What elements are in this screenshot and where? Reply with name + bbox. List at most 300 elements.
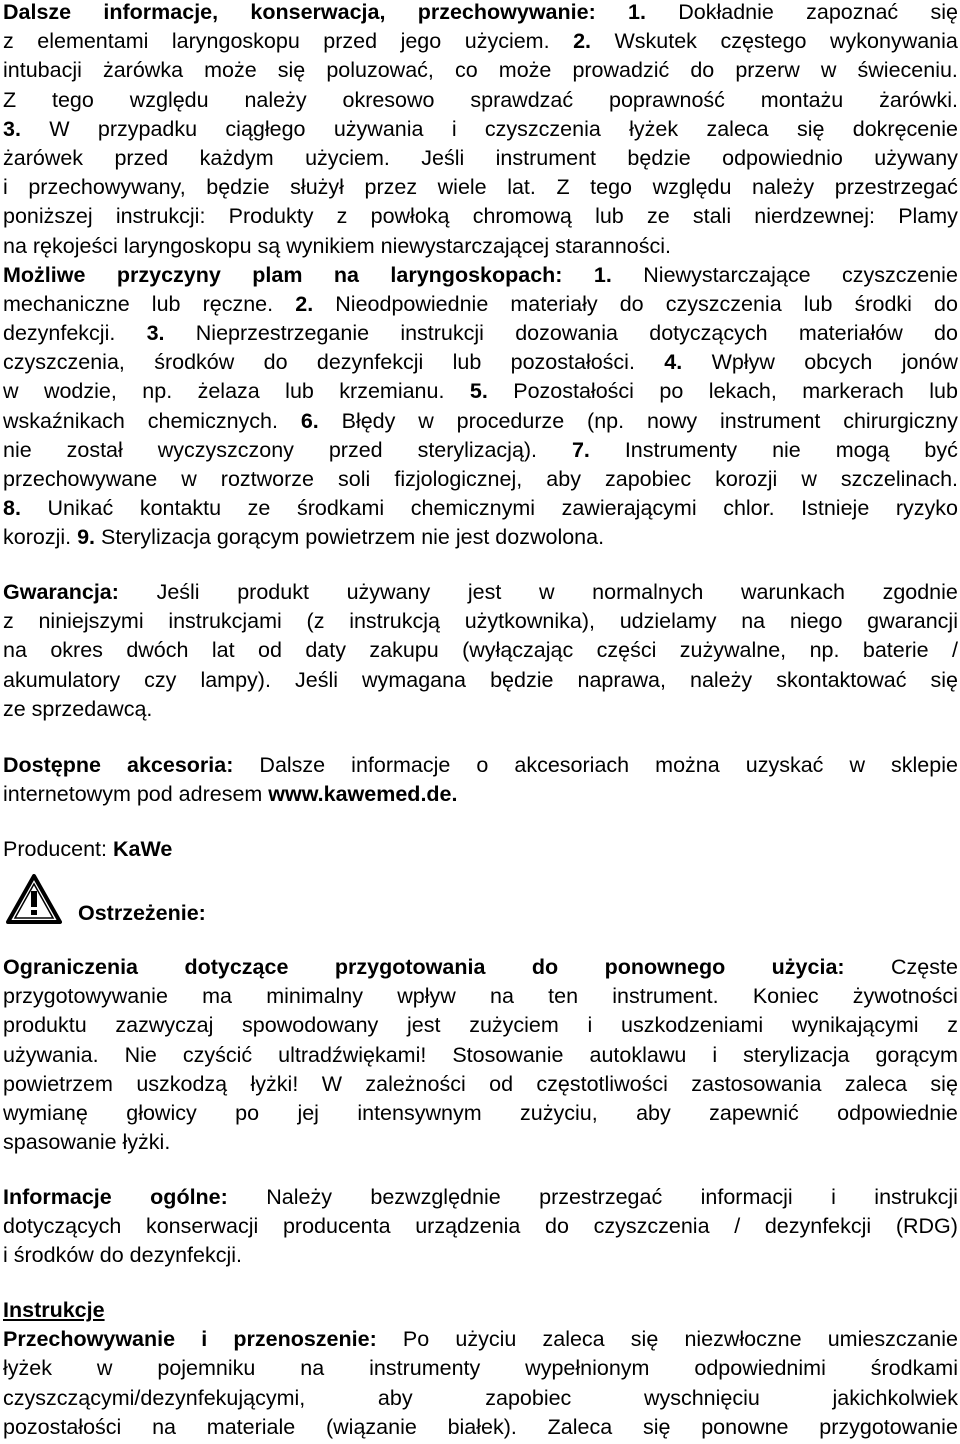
text-run: od [258,638,282,663]
text-run: chemicznymi [410,496,536,521]
text-run: konserwacji [145,1214,259,1239]
text-run: wypełnionym [525,1356,650,1381]
text-run: w [418,408,434,433]
text-run: pojemniku [157,1356,256,1381]
text-line [3,1413,958,1442]
text-run: baterie [862,638,929,663]
text-run: będzie [490,667,554,692]
text-run: Zaleca [547,1414,613,1439]
warning-triangle-icon [6,874,62,924]
text-run: ponowne [701,1414,789,1439]
text-run: przed [323,29,378,54]
text-run: Po [402,1327,430,1352]
text-run: zapobiec [485,1385,572,1410]
text-run: instrukcją [349,609,440,634]
text-line [3,1296,958,1325]
text-run: dozowania [515,321,618,346]
general-info-section [3,1183,958,1271]
text-run: Plamy [898,204,958,229]
text-run: internetowym pod adresem [3,782,269,807]
text-run: od [489,1071,514,1096]
text-run: wyschnięciu [643,1385,760,1410]
text-run: na [300,1356,325,1381]
text-run: autoklawu [589,1042,687,1067]
text-run: dokręcenie [852,116,958,141]
text-line [3,1325,958,1354]
text-run: markerach [802,379,904,404]
text-run: W [49,116,70,141]
text-run: produkt [237,580,309,604]
text-run: zakupu [369,638,439,663]
text-run: wynikającymi [791,1013,919,1038]
text-run: do [619,291,644,316]
text-run: 2. [573,29,591,54]
text-run: nie [772,437,801,462]
text-run: plam [252,262,303,287]
text-run: użyciem. [464,29,550,54]
text-run: np. [142,379,173,404]
text-run: czyszczenia [593,1214,710,1239]
text-run: dezynfekcji [764,1214,872,1239]
text-run: laryngoskopu [171,29,300,54]
text-run: tego [52,87,94,112]
text-run: 9. [77,525,101,550]
text-run: normalnych [592,580,704,604]
text-run: niego [789,609,843,634]
maintenance-section [3,0,958,553]
text-run: Nieprzestrzeganie [195,321,370,346]
text-run: mogą [835,437,890,462]
text-run: Jeśli [421,145,465,170]
text-run: laryngoskopach: [390,262,563,287]
text-run: minimalny [266,984,364,1009]
text-run: przygotowywanie [3,984,168,1009]
text-run: odpowiednio [722,145,843,170]
text-run: montażu [760,87,844,112]
text-run: korozji [715,467,778,491]
text-line [3,953,958,982]
text-run: skontaktować [776,667,907,692]
text-run: ze sprzedawcą. [3,696,153,721]
text-run: się [796,116,825,141]
text-run: fizjologicznej, [394,467,523,491]
text-line [3,202,958,231]
text-run: w [3,379,19,404]
text-run: łyżki! [250,1071,299,1096]
text-run: konserwacja, [250,0,386,24]
text-run: instrukcji: [115,204,206,229]
text-run: pozostałości [3,1414,122,1439]
text-run: dotyczących [3,1214,122,1239]
text-line [3,835,958,864]
text-line [3,1128,958,1157]
text-run: akumulatory [3,667,121,692]
text-run: lub [929,379,958,404]
text-run: zaleca [542,1327,605,1352]
text-run: w [820,58,837,83]
text-line [3,1011,958,1040]
text-run: jest [467,580,502,604]
text-run: użycia: [771,955,845,979]
producer-section [3,835,958,864]
text-line [3,290,958,319]
text-run: z [947,1013,958,1038]
text-run: przestrzegać [834,175,958,200]
text-line [3,27,958,56]
text-run: pozostałości. [510,350,635,375]
text-run: być [924,437,958,462]
text-run: Gwarancja: [3,580,119,604]
text-run: po [659,379,684,404]
text-run: do [690,58,715,83]
text-run: ultradźwiękami! [278,1042,427,1067]
text-run: się [930,1071,958,1096]
text-run: Wpływ [711,350,775,375]
text-run: lampy). [200,667,271,692]
text-run: do [263,350,288,375]
text-line [3,695,958,724]
text-run: / [734,1214,741,1239]
text-run: produktu [3,1013,87,1038]
text-run: używania [333,116,424,141]
text-run: Istnieje [801,496,870,521]
text-run: intensywnym [357,1100,482,1125]
text-run: względu [129,87,209,112]
text-run: jonów [901,350,958,375]
text-run: i [3,175,8,200]
text-run: okres [50,638,103,663]
text-run: się [930,0,958,24]
text-line [3,0,958,27]
text-run: może [498,58,552,83]
text-run: przestrzegać [539,1185,663,1209]
text-run: instrumenty [369,1356,481,1381]
text-run: producenta [282,1214,391,1239]
text-run: 3. [146,321,165,346]
text-run: gwarancji [867,609,958,634]
text-line [3,494,958,523]
text-run: się [277,58,306,83]
text-run: Unikać [47,496,114,521]
text-run: częstotliwości [536,1071,668,1096]
text-run: Stosowanie [452,1042,564,1067]
text-run: zawierającymi [561,496,697,521]
text-run: Jeśli [294,667,338,692]
text-run: Niewystarczające [643,262,811,287]
text-run: zaleca [844,1071,908,1096]
text-run: spowodowany [242,1013,379,1038]
text-run: Koniec [752,984,819,1009]
text-run: czyszczącymi/dezynfekującymi, [3,1385,306,1410]
text-run: Wskutek [614,29,697,54]
text-run: przez [364,175,418,200]
text-line [3,261,958,290]
text-run: Częste [891,955,958,979]
text-run: niniejszymi [38,609,144,634]
text-run: uszkodzeniami [620,1013,764,1038]
text-run: został [66,437,123,462]
text-run: głowicy [126,1100,197,1125]
text-run: (z [306,609,325,634]
text-run: czyścić [182,1042,253,1067]
text-run: się [930,667,958,692]
text-run: instrukcji [400,321,484,346]
text-run: zużywalne, [679,638,787,663]
text-run: obcych [804,350,873,375]
text-run: Nieodpowiednie [335,291,489,316]
text-run: przechowywany, [28,175,186,200]
text-run: (np. [587,408,625,433]
text-run: łyżek [629,116,679,141]
text-run: lub [452,350,482,375]
text-run: szczelinach. [840,467,958,491]
text-run: środków [154,350,235,375]
text-run: Z [556,175,570,200]
text-run: na [3,638,27,663]
text-run: aby [377,1385,413,1410]
text-run: Z [3,87,17,112]
text-run: zapoznać [806,0,899,24]
text-run: czy [144,667,177,692]
text-run: (wiązanie [325,1414,417,1439]
text-run: Instrukcje [3,1298,105,1322]
text-run: po [235,1100,260,1125]
text-run: z [336,204,348,229]
text-run: stali [692,204,732,229]
text-run: (RDG) [895,1214,958,1239]
text-run: korozji. [3,525,78,550]
text-run: Producent: [3,837,113,861]
text-run: żywotności [852,984,958,1009]
text-run: 3. [3,116,21,141]
text-run: Przechowywanie [3,1327,176,1352]
text-run: wodzie, [43,379,117,404]
text-run: / [952,638,958,663]
text-run: umieszczanie [827,1327,958,1352]
text-run: wskaźnikach [3,408,125,433]
text-run: intubacji [3,58,82,83]
text-run: instrument [495,145,597,170]
text-line [3,86,958,115]
text-line [3,377,958,406]
text-run: ze [247,496,271,521]
text-run: do [934,291,958,316]
text-run: ogólne: [150,1185,228,1209]
text-run: poluzować, [326,58,434,83]
text-line [3,319,958,348]
text-line [3,751,958,780]
text-run: białek). [447,1414,517,1439]
text-run: ma [202,984,233,1009]
text-run: lub [285,379,314,404]
text-line [3,523,958,552]
text-line [3,348,958,377]
warranty-section [3,578,958,724]
text-run: 1. [593,262,612,287]
text-line [3,407,958,436]
text-run: zazwyczaj [115,1013,214,1038]
text-run: 7. [571,437,590,462]
text-run: bezwzględnie [370,1185,501,1209]
text-run: zgodnie [882,580,958,604]
text-run: poprawność [608,87,725,112]
text-run: informacji [700,1185,793,1209]
text-line [3,1354,958,1383]
text-run: procedurze [456,408,565,433]
text-run: 8. [3,496,21,521]
text-run: roztworze [220,467,314,491]
text-run: materiały [510,291,598,316]
text-run: W [321,1071,342,1096]
text-run: łyżek [3,1356,52,1381]
text-run: chirurgiczny [843,408,958,433]
text-run: wpływ [397,984,456,1009]
text-run: informacje, [103,0,219,24]
text-run: sterylizacja [743,1042,850,1067]
text-run: dotyczące [184,955,289,979]
text-run: instrument [720,408,821,433]
text-run: sklepie [891,753,958,777]
text-run: względu [652,175,732,200]
text-run: o [476,753,489,777]
text-run: żelaza [197,379,260,404]
text-line [3,232,958,261]
text-run: można [655,753,720,777]
text-run: Jeśli [156,580,200,604]
text-run: każdym [199,145,274,170]
text-run: wykonywania [830,29,958,54]
text-run: Ograniczenia [3,955,139,979]
text-run: informacje [351,753,451,777]
text-run: i [201,1327,208,1352]
text-run: na [490,984,514,1009]
text-run: ponownego [604,955,726,979]
text-run: odpowiednimi [694,1356,826,1381]
accessories-section [3,751,958,809]
text-run: mechaniczne [3,291,130,316]
text-run: 4. [664,350,683,375]
instructions-section [3,1296,958,1442]
text-line [3,666,958,695]
text-run: w [181,467,197,491]
text-run: żarówek [3,145,84,170]
text-run: przypadku [97,116,198,141]
text-run: i [831,1185,836,1209]
text-run: Sterylizacja gorącym powietrzem nie jest dozwolona. [100,525,605,550]
text-run: zależności [365,1071,466,1096]
text-run: przed [114,145,169,170]
text-run: wyczyszczony [157,437,294,462]
text-run: jego [400,29,442,54]
text-line [3,56,958,85]
text-run: na [333,262,359,287]
text-run: ciągłego [225,116,306,141]
text-run: do [934,321,958,346]
text-run: dezynfekcji. [3,321,116,346]
text-run: należy [244,87,307,112]
text-run: soli [338,467,371,491]
text-run: prowadzić [572,58,670,83]
text-run: okresowo [342,87,435,112]
text-run: lat. [507,175,536,200]
text-run: tego [590,175,633,200]
text-run: (wyłączając [462,638,574,663]
text-line [3,982,958,1011]
text-line [3,144,958,173]
text-run: używania. [3,1042,99,1067]
text-run: w [96,1356,113,1381]
text-run: niezwłoczne [684,1327,802,1352]
text-run: zapobiec [605,467,692,491]
text-run: w [849,753,865,777]
text-run: nie [3,437,32,462]
text-run: ten [548,984,579,1009]
text-run: się [630,1327,659,1352]
text-run: lat [211,638,235,663]
text-run: używany [874,145,958,170]
text-run: nowy [646,408,698,433]
text-run: lekach, [708,379,777,404]
text-run: poniższej [3,204,93,229]
text-run: chemicznych. [147,408,278,433]
text-run: będzie [627,145,691,170]
text-run: i [587,1013,593,1038]
text-run: Błędy [341,408,396,433]
text-run: KaWe [112,837,173,861]
text-run: i środków do dezynfekcji. [3,1243,242,1268]
text-run: Pozostałości [513,379,634,404]
text-run: udzielamy [619,609,717,634]
text-run: lub [151,291,181,316]
text-run: sprawdzać [470,87,574,112]
text-run: i [712,1042,718,1067]
text-run: warunkach [740,580,845,604]
text-run: 1. [628,0,646,24]
text-run: uzyskać [745,753,824,777]
text-run: części [596,638,657,663]
text-run: żarówki. [879,87,958,112]
text-run: powłoką [370,204,450,229]
text-run: zużyciem [469,1013,559,1038]
text-run: ze [646,204,670,229]
text-run: aby [546,467,581,491]
text-line [3,1212,958,1241]
text-run: gorącym [875,1042,958,1067]
text-run: np. [809,638,840,663]
text-run: ręczne. [202,291,274,316]
text-line [3,115,958,144]
text-run: instrukcji [874,1185,958,1209]
text-run: 2. [295,291,314,316]
text-run: zapewnić [709,1100,799,1125]
text-run: instrukcjami [168,609,282,634]
text-run: materiałów [798,321,903,346]
text-run: przerw [735,58,800,83]
text-line [3,436,958,465]
text-run: do [545,1214,569,1239]
text-run: czyszczenia [665,291,782,316]
text-run: lub [803,291,833,316]
text-run: zastosowania [691,1071,822,1096]
text-run: wymagana [362,667,467,692]
text-run: przechowywane [3,467,158,491]
text-run: daty [305,638,346,663]
text-run: świeceniu. [857,58,958,83]
text-run: powietrzem [3,1071,113,1096]
text-run: uszkodzą [136,1071,228,1096]
text-run: akcesoriach [514,753,630,777]
text-line [3,1041,958,1070]
